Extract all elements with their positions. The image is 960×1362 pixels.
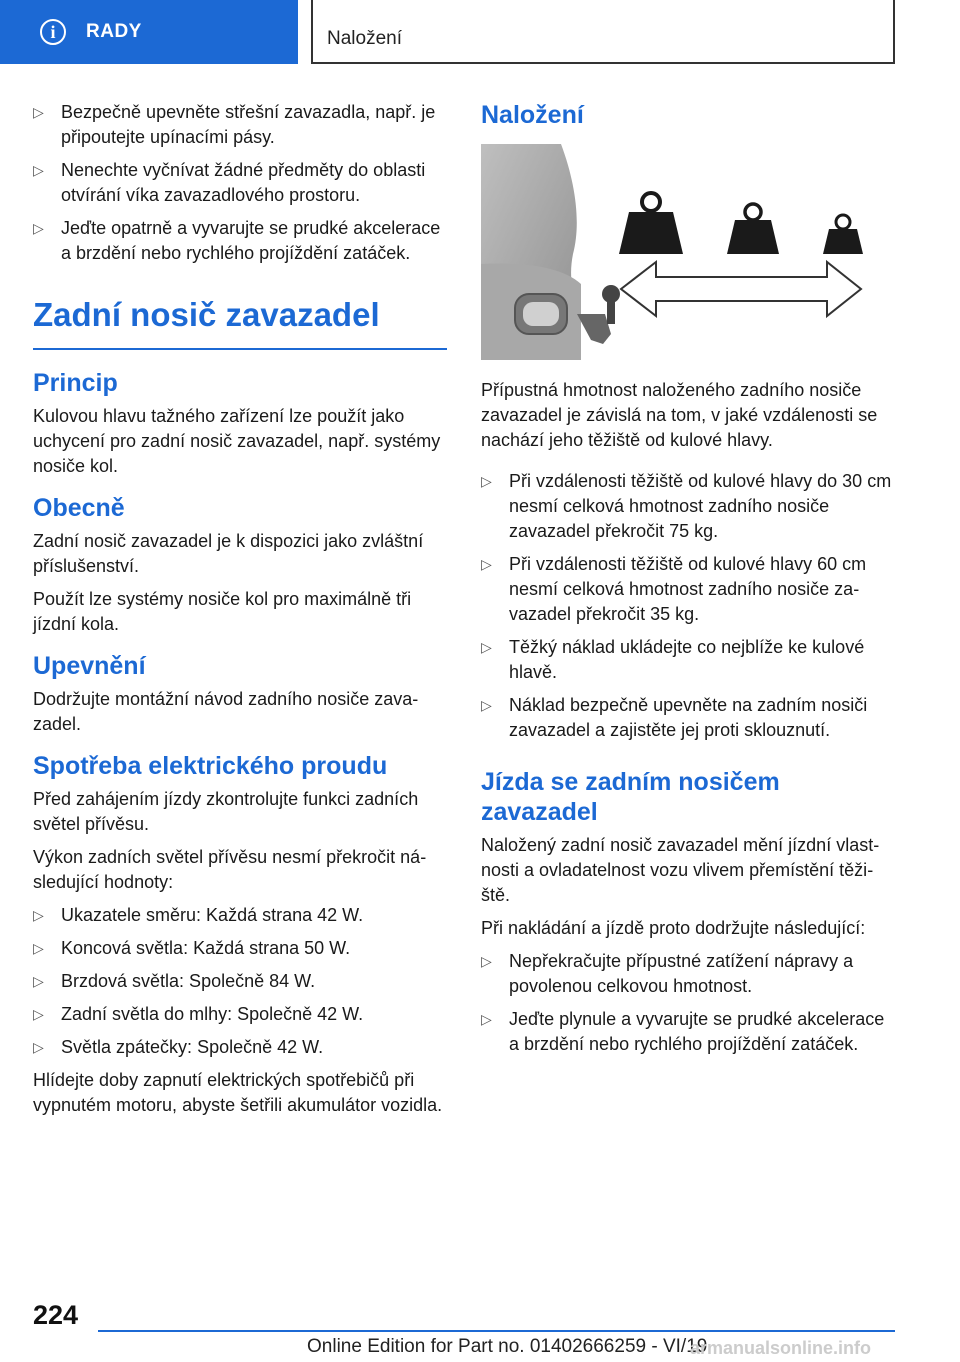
- heading-spotreba: Spotřeba elektrického proudu: [33, 752, 388, 780]
- triangle-bullet-icon: ▷: [481, 639, 492, 655]
- list-item: ▷ Jeďte opatrně a vyvarujte se prudké akcelerace a brzdění nebo rychlého projíždění zatáček.: [33, 218, 441, 263]
- paragraph: Před zahájením jízdy zkontrolujte funkci zadních světel přívěsu.: [33, 789, 419, 834]
- heading-divider: [33, 348, 447, 350]
- footer-divider: [98, 1330, 895, 1332]
- paragraph: Kulovou hlavu tažného zařízení lze použít jako uchycení pro zadní nosič zavazadel, např. systémy nosiče kol.: [33, 406, 441, 476]
- paragraph: Výkon zadních světel přívěsu nesmí překročit následující hodnoty:: [33, 847, 427, 892]
- list-item: ▷ Při vzdálenosti těžiště od kulové hlavy 60 cm nesmí celková hmotnost zadního nosiče zavazadel překročit 35 kg.: [481, 554, 867, 624]
- list-item: ▷ Bezpečně upevněte střešní zavazadla, např. je připoutejte upínacími pásy.: [33, 102, 436, 147]
- section-title-box: [311, 0, 895, 64]
- triangle-bullet-icon: ▷: [33, 1039, 44, 1055]
- info-icon: i: [40, 19, 66, 45]
- paragraph: Použít lze systémy nosiče kol pro maximálně tři jízdní kola.: [33, 589, 412, 634]
- paragraph: Hlídejte doby zapnutí elektrických spotřebičů při vypnutém motoru, abyste šetřili akumulátor vozidla.: [33, 1070, 443, 1115]
- heading-upevneni: Upevnění: [33, 652, 146, 680]
- list-item: ▷ Koncová světla: Každá strana 50 W.: [33, 936, 447, 961]
- heading-nalozeni: Naložení: [481, 101, 584, 129]
- triangle-bullet-icon: ▷: [481, 473, 492, 489]
- paragraph: Zadní nosič zavazadel je k dispozici jako zvláštní příslušenství.: [33, 531, 424, 576]
- heading-jizda: Jízda se zadním nosičem zavazadel: [481, 768, 780, 826]
- paragraph: Naložený zadní nosič zavazadel mění jízdní vlastnosti a ovladatelnost vozu vlivem přemístění těžiště.: [481, 835, 880, 905]
- right-column: [481, 100, 895, 1065]
- triangle-bullet-icon: ▷: [33, 907, 44, 923]
- triangle-bullet-icon: ▷: [481, 697, 492, 713]
- header-tab[interactable]: [0, 0, 298, 64]
- triangle-bullet-icon: ▷: [33, 104, 44, 120]
- tow-hitch-weight-distance-illustration: [481, 144, 895, 360]
- triangle-bullet-icon: ▷: [481, 556, 492, 572]
- left-column: [33, 100, 447, 1126]
- paragraph: Při nakládání a jízdě proto dodržujte následující:: [481, 918, 866, 938]
- triangle-bullet-icon: ▷: [33, 220, 44, 236]
- triangle-bullet-icon: ▷: [33, 973, 44, 989]
- list-item: ▷ Zadní světla do mlhy: Společně 42 W.: [33, 1002, 447, 1027]
- paragraph: Dodržujte montážní návod zadního nosiče zavazadel.: [33, 689, 419, 734]
- page-number: 224: [33, 1300, 79, 1330]
- watermark-text: armanualsonline.info: [690, 1338, 872, 1358]
- paragraph: Přípustná hmotnost naloženého zadního nosiče zavazadel je závislá na tom, v jaké vzdálenosti se nachází jeho těžiště od kulové hlavy.: [481, 380, 878, 450]
- header-tab-label: RADY: [86, 21, 142, 42]
- list-item: ▷ Náklad bezpečně upevněte na zadním nosiči zavazadel a zajistěte jej proti sklouznutí.: [481, 695, 868, 740]
- list-item: ▷ Ukazatele směru: Každá strana 42 W.: [33, 903, 447, 928]
- triangle-bullet-icon: ▷: [33, 940, 44, 956]
- list-item: ▷ Brzdová světla: Společně 84 W.: [33, 969, 447, 994]
- list-item: ▷ Těžký náklad ukládejte co nejblíže ke kulové hlavě.: [481, 637, 865, 682]
- list-item: ▷ Nepřekračujte přípustné zatížení nápravy a povolenou celkovou hmotnost.: [481, 951, 854, 996]
- chapter-heading: Zadní nosič zavazadel: [33, 296, 380, 333]
- section-title: Naložení: [327, 28, 402, 49]
- heading-princip: Princip: [33, 369, 118, 397]
- triangle-bullet-icon: ▷: [481, 953, 492, 969]
- triangle-bullet-icon: ▷: [33, 1006, 44, 1022]
- list-item: ▷ Při vzdálenosti těžiště od kulové hlavy do 30 cm nesmí celková hmotnost zadního nosiče zavazadel překročit 75 kg.: [481, 471, 892, 541]
- edition-label: Online Edition for Part no. 01402666259 - VI/19: [307, 1336, 708, 1357]
- heading-obecne: Obecně: [33, 494, 125, 522]
- triangle-bullet-icon: ▷: [33, 162, 44, 178]
- list-item: ▷ Jeďte plynule a vyvarujte se prudké akcelerace a brzdění nebo rychlého projíždění zatáček.: [481, 1009, 885, 1054]
- triangle-bullet-icon: ▷: [481, 1011, 492, 1027]
- list-item: ▷ Světla zpátečky: Společně 42 W.: [33, 1035, 447, 1060]
- list-item: ▷ Nenechte vyčnívat žádné předměty do oblasti otvírání víka zavazadlového prostoru.: [33, 160, 426, 205]
